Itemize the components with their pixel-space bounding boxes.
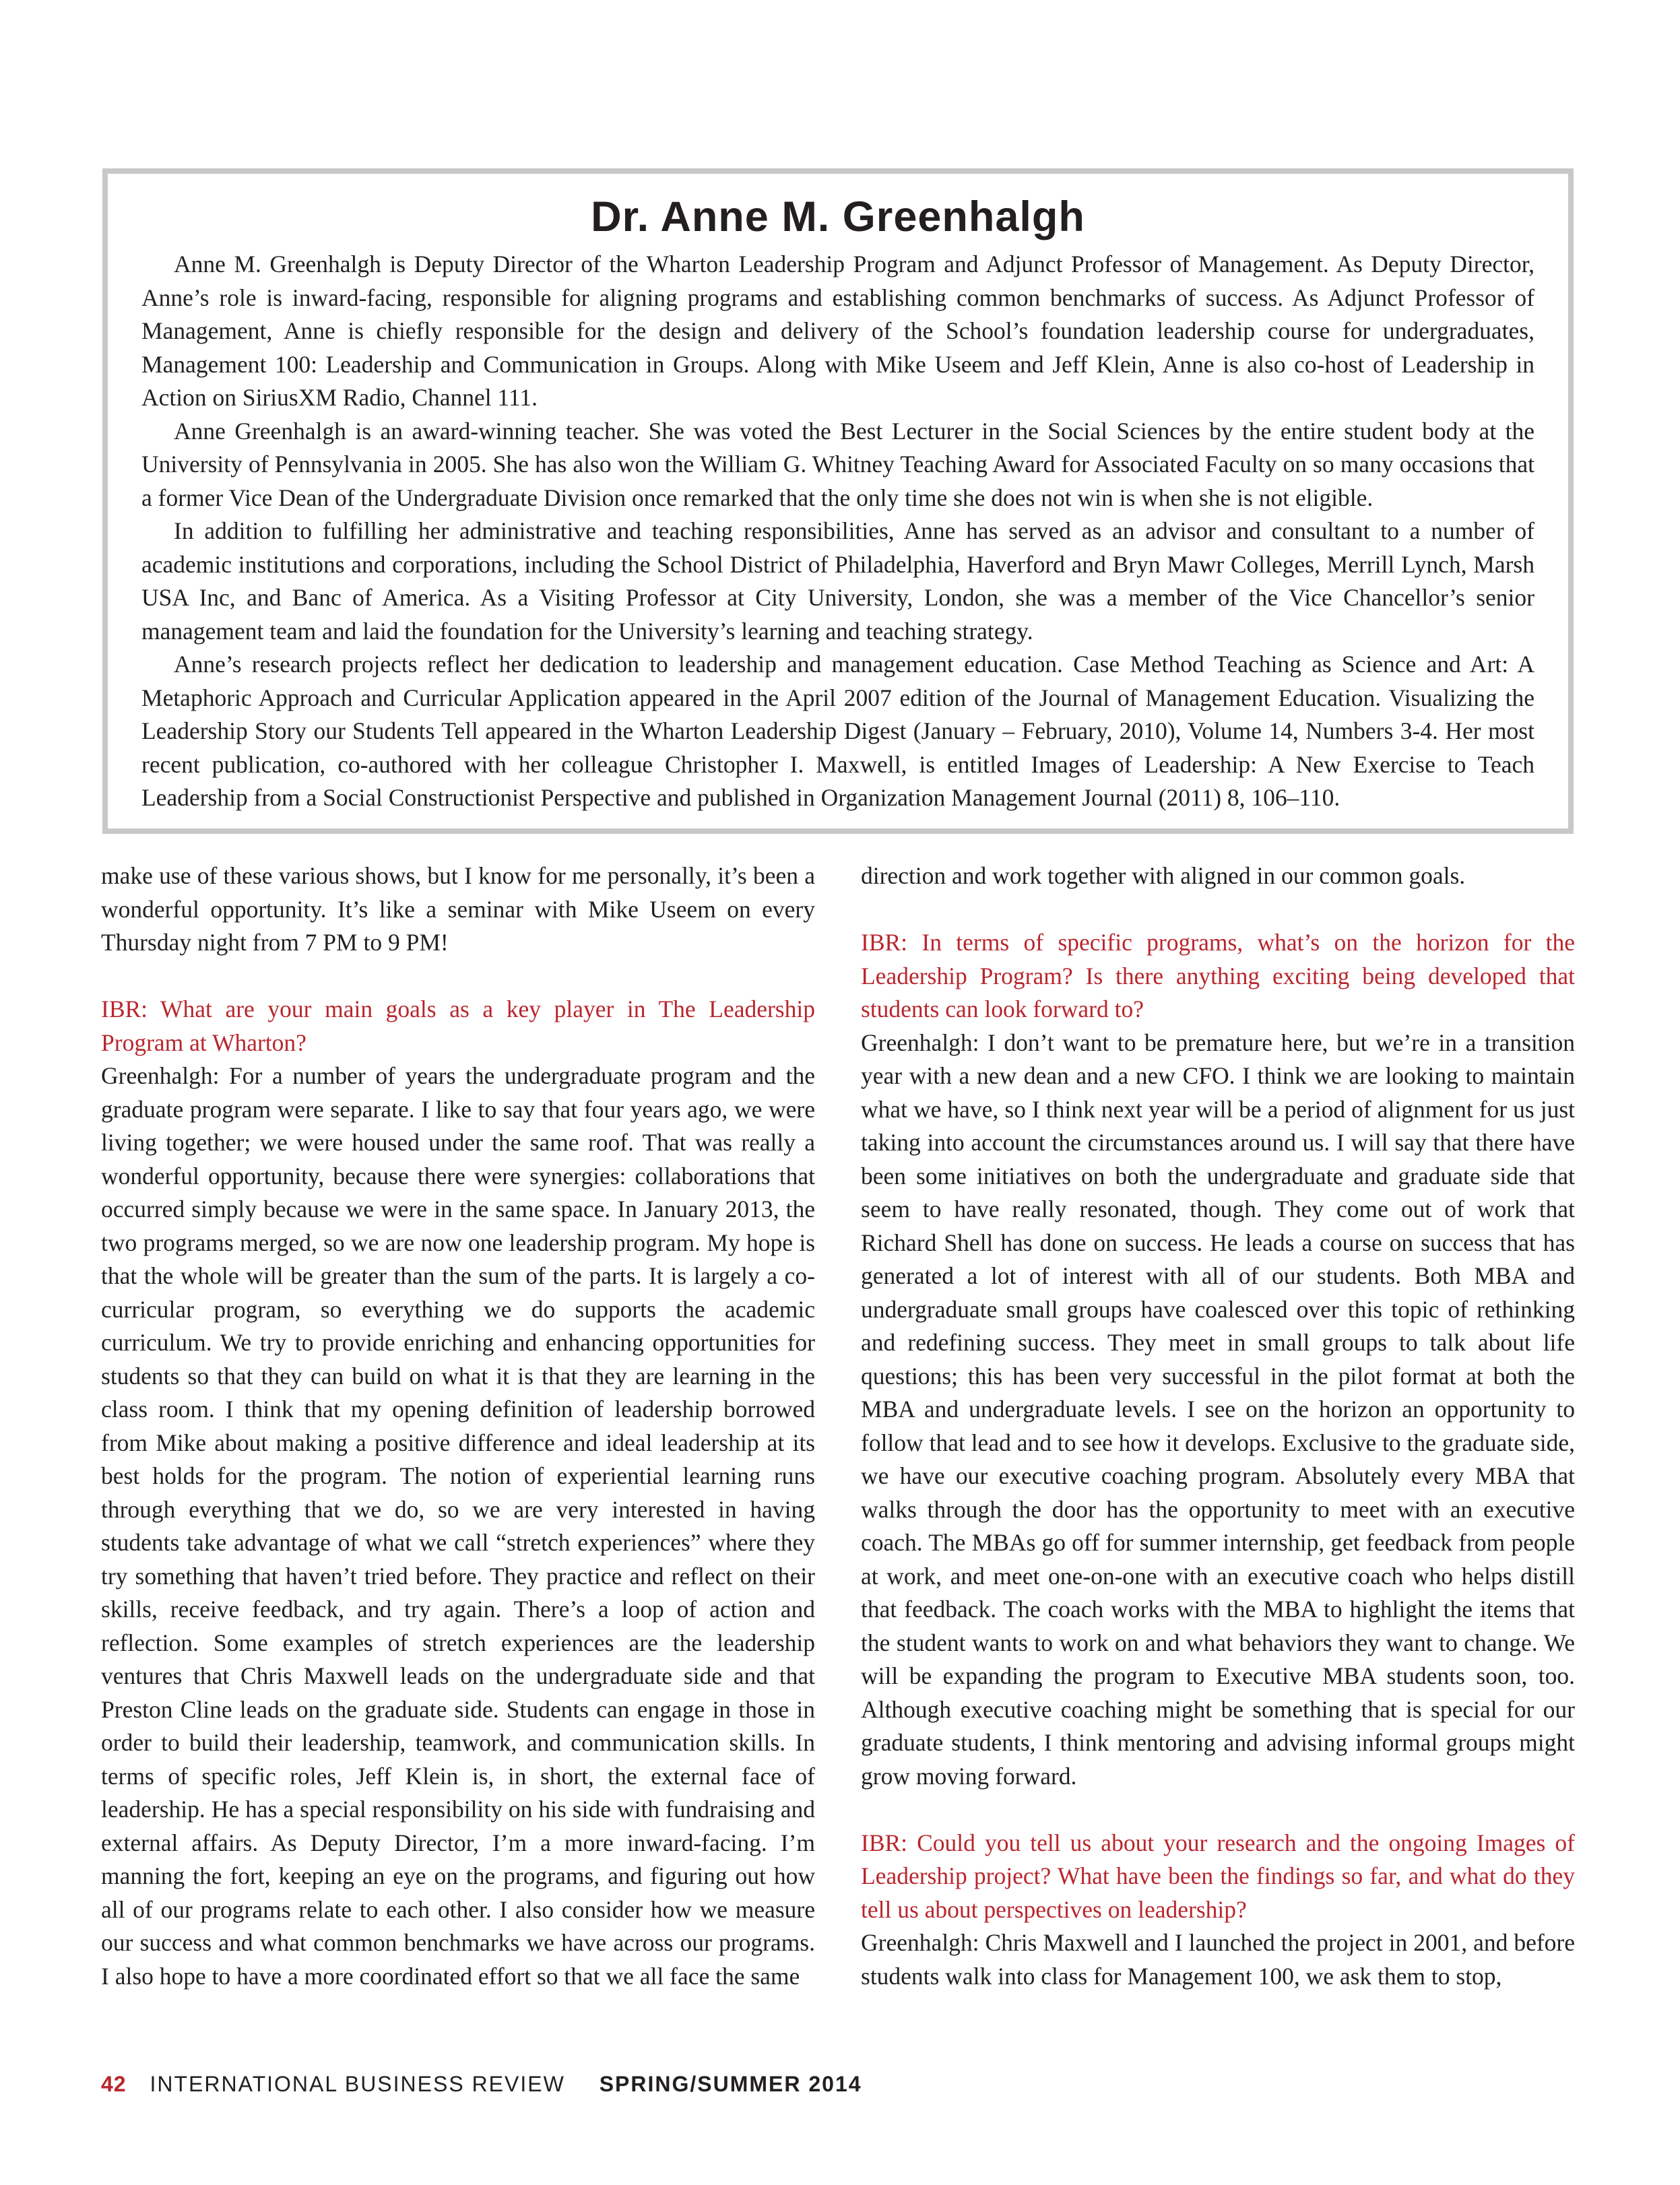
bio-paragraph: Anne’s research projects reflect her dedication to leadership and management education. Case Method Teaching as Science and Art: A Metaphoric Approach and Curricular Application appeared in the April 2007 edition of the Journal of Management Education. Visualizing the Leadership Story our Students Tell appeared in the Wharton Leadership Digest (January – February, 2010), Volume 14, Numbers 3-4. Her most recent publication, co-authored with her colleague Christopher I. Maxwell, is entitled Images of Leadership: A New Exercise to Teach Leadership from a Social Constructionist Perspective and published in Organization Management Journal (2011) 8, 106–110. (141, 651, 1534, 811)
bio-title: Dr. Anne M. Greenhalgh (591, 193, 1085, 240)
paragraph-gap (861, 1793, 1575, 1827)
body-paragraph: direction and work together with aligned in our common goals. (861, 862, 1466, 889)
paragraph-gap (101, 960, 815, 993)
page-number: 42 (101, 2072, 127, 2096)
interview-question: IBR: In terms of specific programs, what’s on the horizon for the Leadership Program? Is there anything exciting being developed that students can look forward to? (861, 929, 1575, 1022)
issue-label: SPRING/SUMMER 2014 (599, 2072, 862, 2096)
right-column (861, 859, 1575, 1993)
interview-question: IBR: Could you tell us about your research and the ongoing Images of Leadership project? What have been the findings so far, and what do they tell us about perspectives on leadership? (861, 1829, 1575, 1923)
page-footer (101, 2070, 862, 2097)
interview-answer: Greenhalgh: Chris Maxwell and I launched the project in 2001, and before students walk into class for Management 100, we ask them to stop, (861, 1929, 1575, 1990)
publication-name: INTERNATIONAL BUSINESS REVIEW (150, 2072, 565, 2096)
paragraph-gap (861, 893, 1575, 927)
interview-answer: Greenhalgh: For a number of years the undergraduate program and the graduate program were separate. I like to say that four years ago, we were living together; we were housed under the same roof. That was really a wonderful opportunity, because there were synergies: collaborations that occurred simply because we were in the same space. In January 2013, the two programs merged, so we are now one leadership program. My hope is that the whole will be greater than the sum of the parts. It is largely a co-curricular program, so everything we do supports the academic curriculum. We try to provide enriching and enhancing opportunities for students so that they can build on what it is that they are learning in the class room. I think that my opening definition of leadership borrowed from Mike about making a positive difference and ideal leadership at its best holds for the program. The notion of experiential learning runs through everything that we do, so we are very interested in having students take advantage of what we call “stretch experiences” where they try something that haven’t tried before. They practice and reflect on their skills, receive feedback, and try again. There’s a loop of action and reflection. Some examples of stretch experiences are the leadership ventures that Chris Maxwell leads on the undergraduate side and that Preston Cline leads on the graduate side. Students can engage in those in order to build their leadership, teamwork, and communication skills. In terms of specific roles, Jeff Klein is, in short, the external face of leadership. He has a special responsibility on his side with fundraising and external affairs. As Deputy Director, I’m a more inward-facing. I’m manning the fort, keeping an eye on the programs, and figuring out how all of our programs relate to each other. I also consider how we measure our success and what common benchmarks we have across our programs. I also hope to have a more coordinated effort so that we all face the same (101, 1062, 815, 1990)
bio-paragraph: Anne M. Greenhalgh is Deputy Director of the Wharton Leadership Program and Adjunct Professor of Management. As Deputy Director, Anne’s role is inward-facing, responsible for aligning programs and establishing common benchmarks of success. As Adjunct Professor of Management, Anne is chiefly responsible for the design and delivery of the School’s foundation leadership course for undergraduates, Management 100: Leadership and Communication in Groups. Along with Mike Useem and Jeff Klein, Anne is also co-host of Leadership in Action on SiriusXM Radio, Channel 111. (141, 251, 1534, 411)
left-column (101, 859, 815, 1993)
body-paragraph: make use of these various shows, but I know for me personally, it’s been a wonderful opportunity. It’s like a seminar with Mike Useem on every Thursday night from 7 PM to 9 PM! (101, 862, 815, 956)
bio-paragraph: In addition to fulfilling her administrative and teaching responsibilities, Anne has served as an advisor and consultant to a number of academic institutions and corporations, including the School District of Philadelphia, Haverford and Bryn Mawr Colleges, Merrill Lynch, Marsh USA Inc, and Banc of America. As a Visiting Professor at City University, London, she was a member of the Vice Chancellor’s senior management team and laid the foundation for the University’s learning and teaching strategy. (141, 517, 1534, 645)
bio-paragraph: Anne Greenhalgh is an award-winning teacher. She was voted the Best Lecturer in the Social Sciences by the entire student body at the University of Pennsylvania in 2005. She has also won the William G. Whitney Teaching Award for Associated Faculty on so many occasions that a former Vice Dean of the Undergraduate Division once remarked that the only time she does not win is when she is not eligible. (141, 417, 1534, 511)
interview-answer: Greenhalgh: I don’t want to be premature here, but we’re in a transition year with a new dean and a new CFO. I think we are looking to maintain what we have, so I think next year will be a period of alignment for us just taking into account the circumstances around us. I will say that there have been some initiatives on both the undergraduate and graduate side that seem to have really resonated, though. They come out of work that Richard Shell has done on success. He leads a course on success that has generated a lot of interest with all of our students. Both MBA and undergraduate small groups have coalesced over this topic of rethinking and redefining success. They meet in small groups to talk about life questions; this has been very successful in the pilot format at both the MBA and undergraduate levels. I see on the horizon an opportunity to follow that lead and to see how it develops. Exclusive to the graduate side, we have our executive coaching program. Absolutely every MBA that walks through the door has the opportunity to meet with an executive coach. The MBAs go off for summer internship, get feedback from people at work, and meet one-on-one with an executive coach who helps distill that feedback. The coach works with the MBA to highlight the items that the student wants to work on and what behaviors they want to change. We will be expanding the program to Executive MBA students soon, too. Although executive coaching might be something that is special for our graduate students, I think mentoring and advising informal groups might grow moving forward. (861, 1029, 1575, 1790)
interview-question: IBR: What are your main goals as a key player in The Leadership Program at Wharton? (101, 996, 815, 1056)
bio-sidebar-box (102, 168, 1574, 834)
